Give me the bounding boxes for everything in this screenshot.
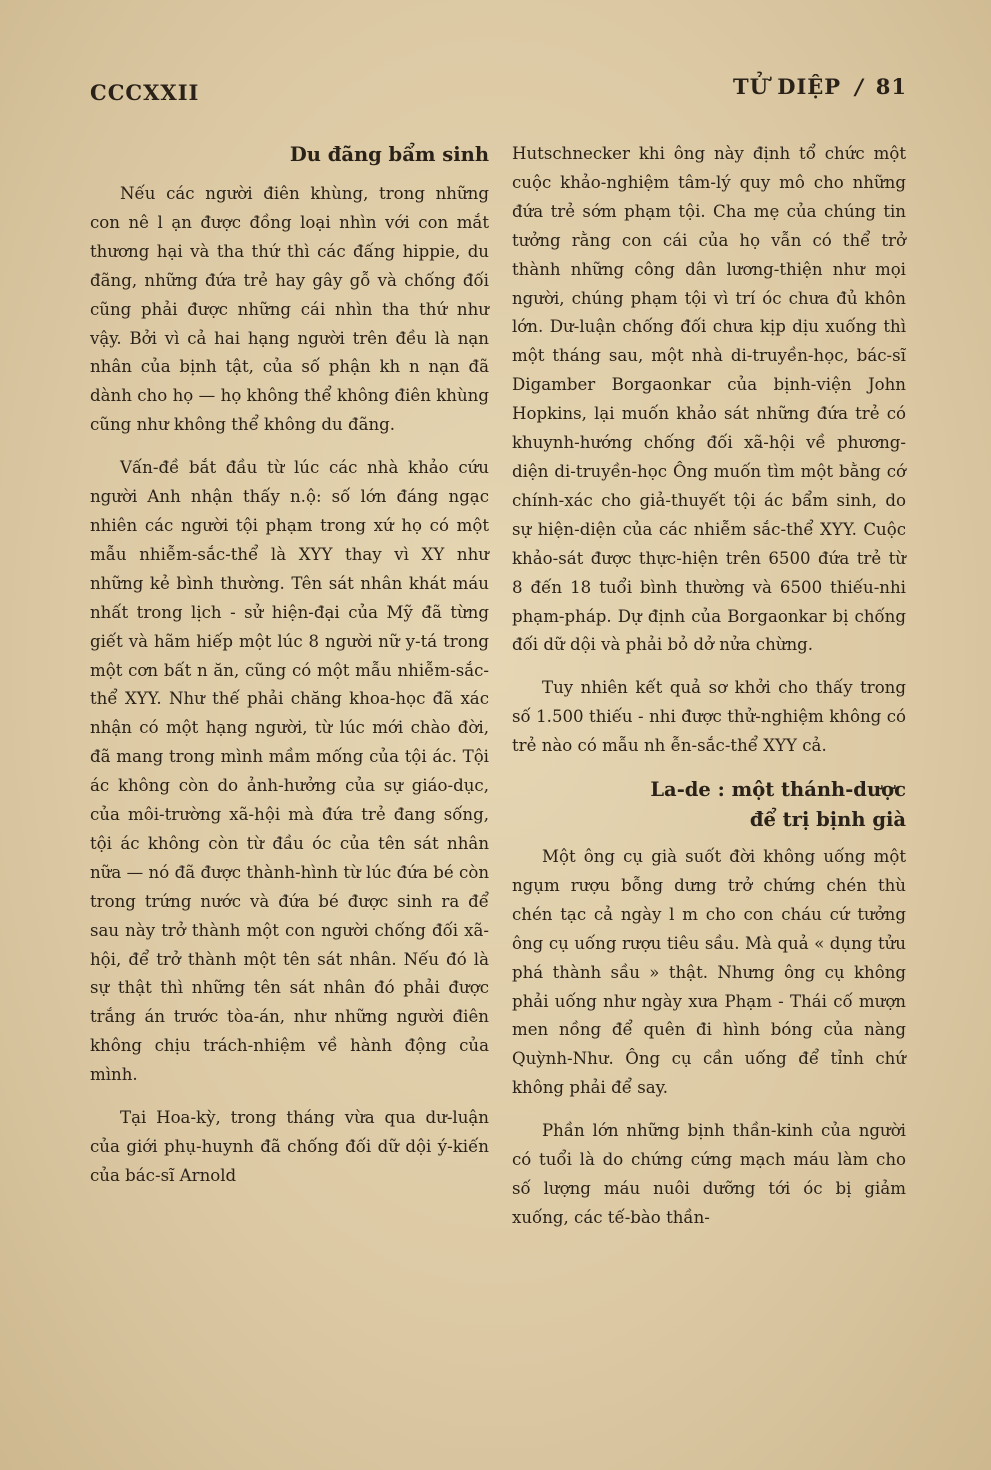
section-title-line: La-de : một thánh-dược: [650, 778, 906, 802]
paragraph: Tuy nhiên kết quả sơ khởi cho thấy trong số 1.500 thiếu - nhi được thử-nghiệm không có trẻ nào có mẫu nh ễn-sắc-thể XYY cả.: [512, 678, 906, 756]
paragraph: Nếu các người điên khùng, trong những con nê l ạn được đồng loại nhìn với con mắt thương hại và tha thứ thì các đấng hippie, du đãng, những đứa trẻ hay gây gỗ và chống đối cũng phải được những cái nhìn tha thứ như vậy. Bởi vì cả hai hạng người trên đều là nạn nhân của bịnh tật, của số phận kh n nạn đã dành cho họ — họ không thể không điên khùng cũng như không thể không du đãng.: [90, 184, 489, 435]
paragraph: Tại Hoa-kỳ, trong tháng vừa qua dư-luận của giới phụ-huynh đã chống đối dữ dội ý-kiến của bác-sĩ Arnold: [90, 1108, 489, 1185]
section-title-du-dang: Du đãng bẩm sinh: [289, 143, 489, 166]
running-header-left: CCCXXII: [90, 80, 200, 105]
section-title-la-de: [512, 775, 906, 835]
running-header-right: [733, 74, 907, 99]
paragraph: Vấn-đề bắt đầu từ lúc các nhà khảo cứu người Anh nhận thấy n.ộ: số lớn đáng ngạc nhiên các người tội phạm trong xứ họ có một mẫu nhiễm-sắc-thể là XYY thay vì XY như những kẻ bình thường. Tên sát nhân khát máu nhất trong lịch - sử hiện-đại của Mỹ đã từng giết và hãm hiếp một lúc 8 người nữ y-tá trong một cơn bất n ăn, cũng có một mẫu nhiễm-sắc-thể XYY. Như thế phải chăng khoa-học đã xác nhận có một hạng người, từ lúc mới chào đời, đã mang trong mình mầm mống của tội ác. Tội ác không còn do ảnh-hưởng của sự giáo-dục, của môi-trường xã-hội mà đứa trẻ đang sống, tội ác không còn từ đầu óc của tên sát nhân nữa — nó đã được thành-hình từ lúc đứa bé còn trong trứng nước và đứa bé được sinh ra để sau này trở thành một con người chống đối xã-hội, để trở thành một tên sát nhân. Nếu đó là sự thật thì những tên sát nhân đó phải được trắng án trước tòa-án, như những người điên không chịu trách-nhiệm về hành động của mình.: [90, 458, 489, 1085]
left-column: [90, 140, 489, 1205]
header-separator: /: [855, 74, 864, 99]
section-title-line: để trị bịnh già: [749, 808, 906, 832]
magazine-title: TỬ DIỆP: [733, 74, 842, 99]
paragraph: Phần lớn những bịnh thần-kinh của người có tuổi là do chứng cứng mạch máu làm cho số lượng máu nuôi dưỡng tới óc bị giảm xuống, các tế-bào thần-: [512, 1121, 906, 1227]
right-column: [512, 140, 906, 1247]
paragraph: Một ông cụ già suốt đời không uống một ngụm rượu bỗng dưng trở chứng chén thù chén tạc cả ngày l m cho con cháu cứ tưởng ông cụ uống rượu tiêu sầu. Mà quả « dụng tửu phá thành sầu » thật. Nhưng ông cụ không phải uống như ngày xưa Phạm - Thái cố mượn men nồng để quên đi hình bóng của nàng Quỳnh-Như. Ông cụ cần uống để tỉnh chứ không phải để say.: [512, 847, 906, 1098]
page-number: 81: [875, 74, 907, 99]
paragraph: Hutschnecker khi ông này định tổ chức một cuộc khảo-nghiệm tâm-lý quy mô cho những đứa trẻ sớm phạm tội. Cha mẹ của chúng tin tưởng rằng con cái của họ vẫn có thể trở thành những công dân lương-thiện như mọi người, chúng phạm tội vì trí óc chưa đủ khôn lớn. Dư-luận chống đối chưa kịp dịu xuống thì một tháng sau, một nhà di-truyền-học, bác-sĩ Digamber Borgaonkar của bịnh-viện John Hopkins, lại muốn khảo sát những đứa trẻ có khuynh-hướng chống đối xã-hội về phương-diện di-truyền-học Ông muốn tìm một bằng cớ chính-xác cho giả-thuyết tội ác bẩm sinh, do sự hiện-diện của các nhiễm sắc-thể XYY. Cuộc khảo-sát được thực-hiện trên 6500 đứa trẻ từ 8 đến 18 tuổi bình thường và 6500 thiếu-nhi phạm-pháp. Dự định của Borgaonkar bị chống đối dữ dội và phải bỏ dở nửa chừng.: [512, 144, 906, 655]
